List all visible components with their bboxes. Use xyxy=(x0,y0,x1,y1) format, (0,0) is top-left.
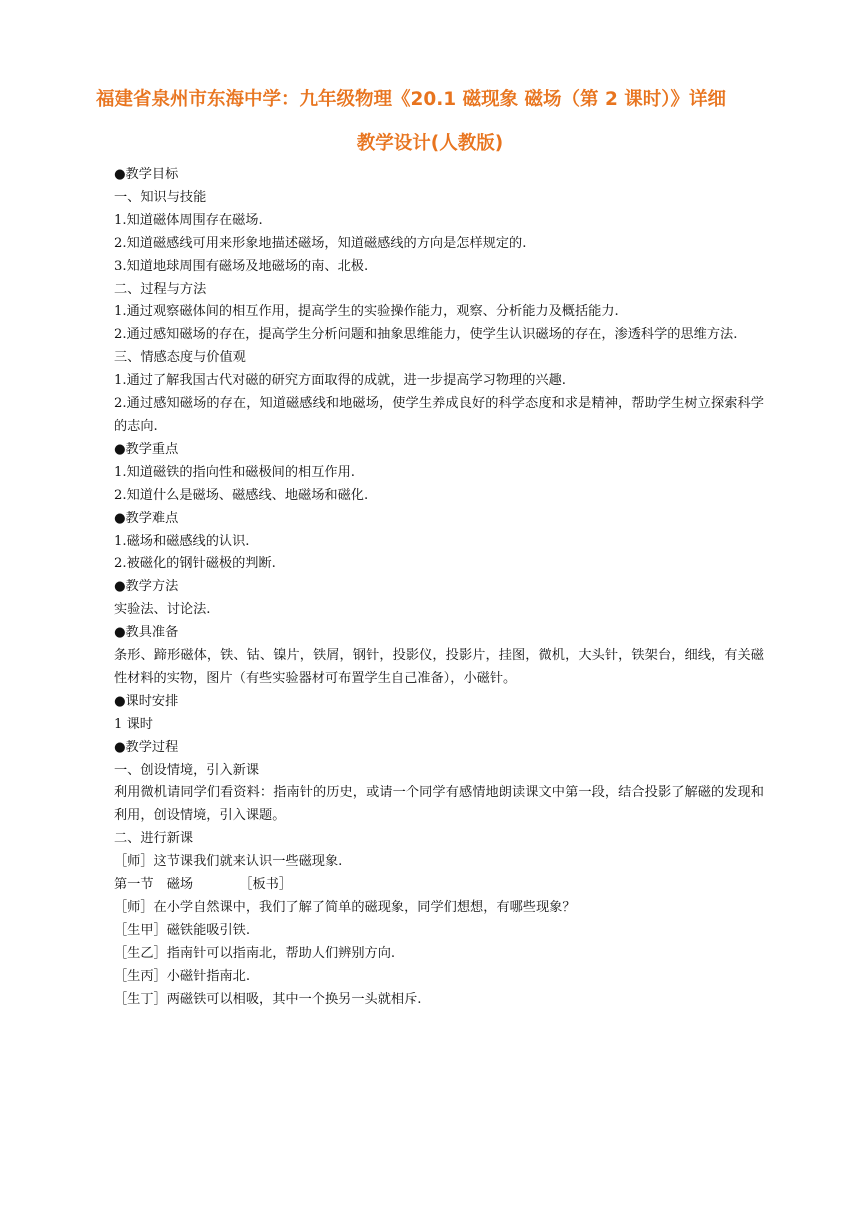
paragraph: 1.知道磁铁的指向性和磁极间的相互作用. xyxy=(114,464,355,480)
section-heading: ●教学难点 xyxy=(114,510,179,526)
subsection-heading: 一、知识与技能 xyxy=(114,189,207,205)
paragraph: 1.知道磁体周围存在磁场. xyxy=(114,212,263,228)
document-body xyxy=(96,164,764,1012)
paragraph: 利用微机请同学们看资料：指南针的历史，或请一个同学有感情地朗读课文中第一段，结合投影了解磁的发现和利用，创设情境，引入课题。 xyxy=(114,785,764,824)
dialogue-line: 第一节 磁场 ［板书］ xyxy=(114,877,293,893)
subsection-heading: 三、情感态度与价值观 xyxy=(114,350,246,366)
section-heading: ●教学重点 xyxy=(114,441,179,457)
section-heading: ●教学方法 xyxy=(114,579,179,595)
paragraph: 2.知道什么是磁场、磁感线、地磁场和磁化. xyxy=(114,487,369,503)
section-heading: ●教具准备 xyxy=(114,625,179,641)
paragraph: 1.通过观察磁体间的相互作用，提高学生的实验操作能力，观察、分析能力及概括能力. xyxy=(114,304,619,320)
document-title-line-1: 福建省泉州市东海中学：九年级物理《20.1 磁现象 磁场（第 2 课时）》详细 xyxy=(96,89,727,110)
section-heading: ●课时安排 xyxy=(114,693,179,709)
dialogue-line: ［生甲］磁铁能吸引铁. xyxy=(114,922,251,938)
section-heading: ●教学目标 xyxy=(114,167,179,182)
dialogue-line: ［师］这节课我们就来认识一些磁现象. xyxy=(114,854,343,870)
dialogue-line: ［生丁］两磁铁可以相吸，其中一个换另一头就相斥. xyxy=(114,991,422,1007)
section-heading: ●教学过程 xyxy=(114,739,179,755)
subsection-heading: 二、进行新课 xyxy=(114,831,194,847)
dialogue-line: ［生丙］小磁针指南北. xyxy=(114,968,251,984)
dialogue-line: ［生乙］指南针可以指南北，帮助人们辨别方向. xyxy=(114,945,396,961)
paragraph: 2.通过感知磁场的存在，知道磁感线和地磁场，使学生养成良好的科学态度和求是精神，帮助学生树立探索科学的志向. xyxy=(114,396,764,434)
paragraph: 1 课时 xyxy=(114,716,153,732)
paragraph: 条形、蹄形磁体，铁、钴、镍片，铁屑，钢针，投影仪，投影片，挂图，微机，大头针，铁架台，细线，有关磁性材料的实物，图片（有些实验器材可布置学生自己准备），小磁针。 xyxy=(114,648,764,686)
subsection-heading: 一、创设情境，引入新课 xyxy=(114,762,260,778)
paragraph: 2.通过感知磁场的存在，提高学生分析问题和抽象思维能力，使学生认识磁场的存在，渗透科学的思维方法. xyxy=(114,327,738,343)
dialogue-line: ［师］在小学自然课中，我们了解了简单的磁现象，同学们想想，有哪些现象？ xyxy=(114,900,576,915)
paragraph: 1.磁场和磁感线的认识. xyxy=(114,533,250,549)
paragraph: 1.通过了解我国古代对磁的研究方面取得的成就，进一步提高学习物理的兴趣. xyxy=(114,373,566,389)
paragraph: 3.知道地球周围有磁场及地磁场的南、北极. xyxy=(114,258,369,274)
paragraph: 2.被磁化的钢针磁极的判断. xyxy=(114,556,276,572)
document-title-line-2: 教学设计(人教版) xyxy=(356,133,504,154)
paragraph: 2.知道磁感线可用来形象地描述磁场，知道磁感线的方向是怎样规定的. xyxy=(114,235,527,251)
subsection-heading: 二、过程与方法 xyxy=(114,281,207,297)
paragraph: 实验法、讨论法. xyxy=(114,602,211,618)
